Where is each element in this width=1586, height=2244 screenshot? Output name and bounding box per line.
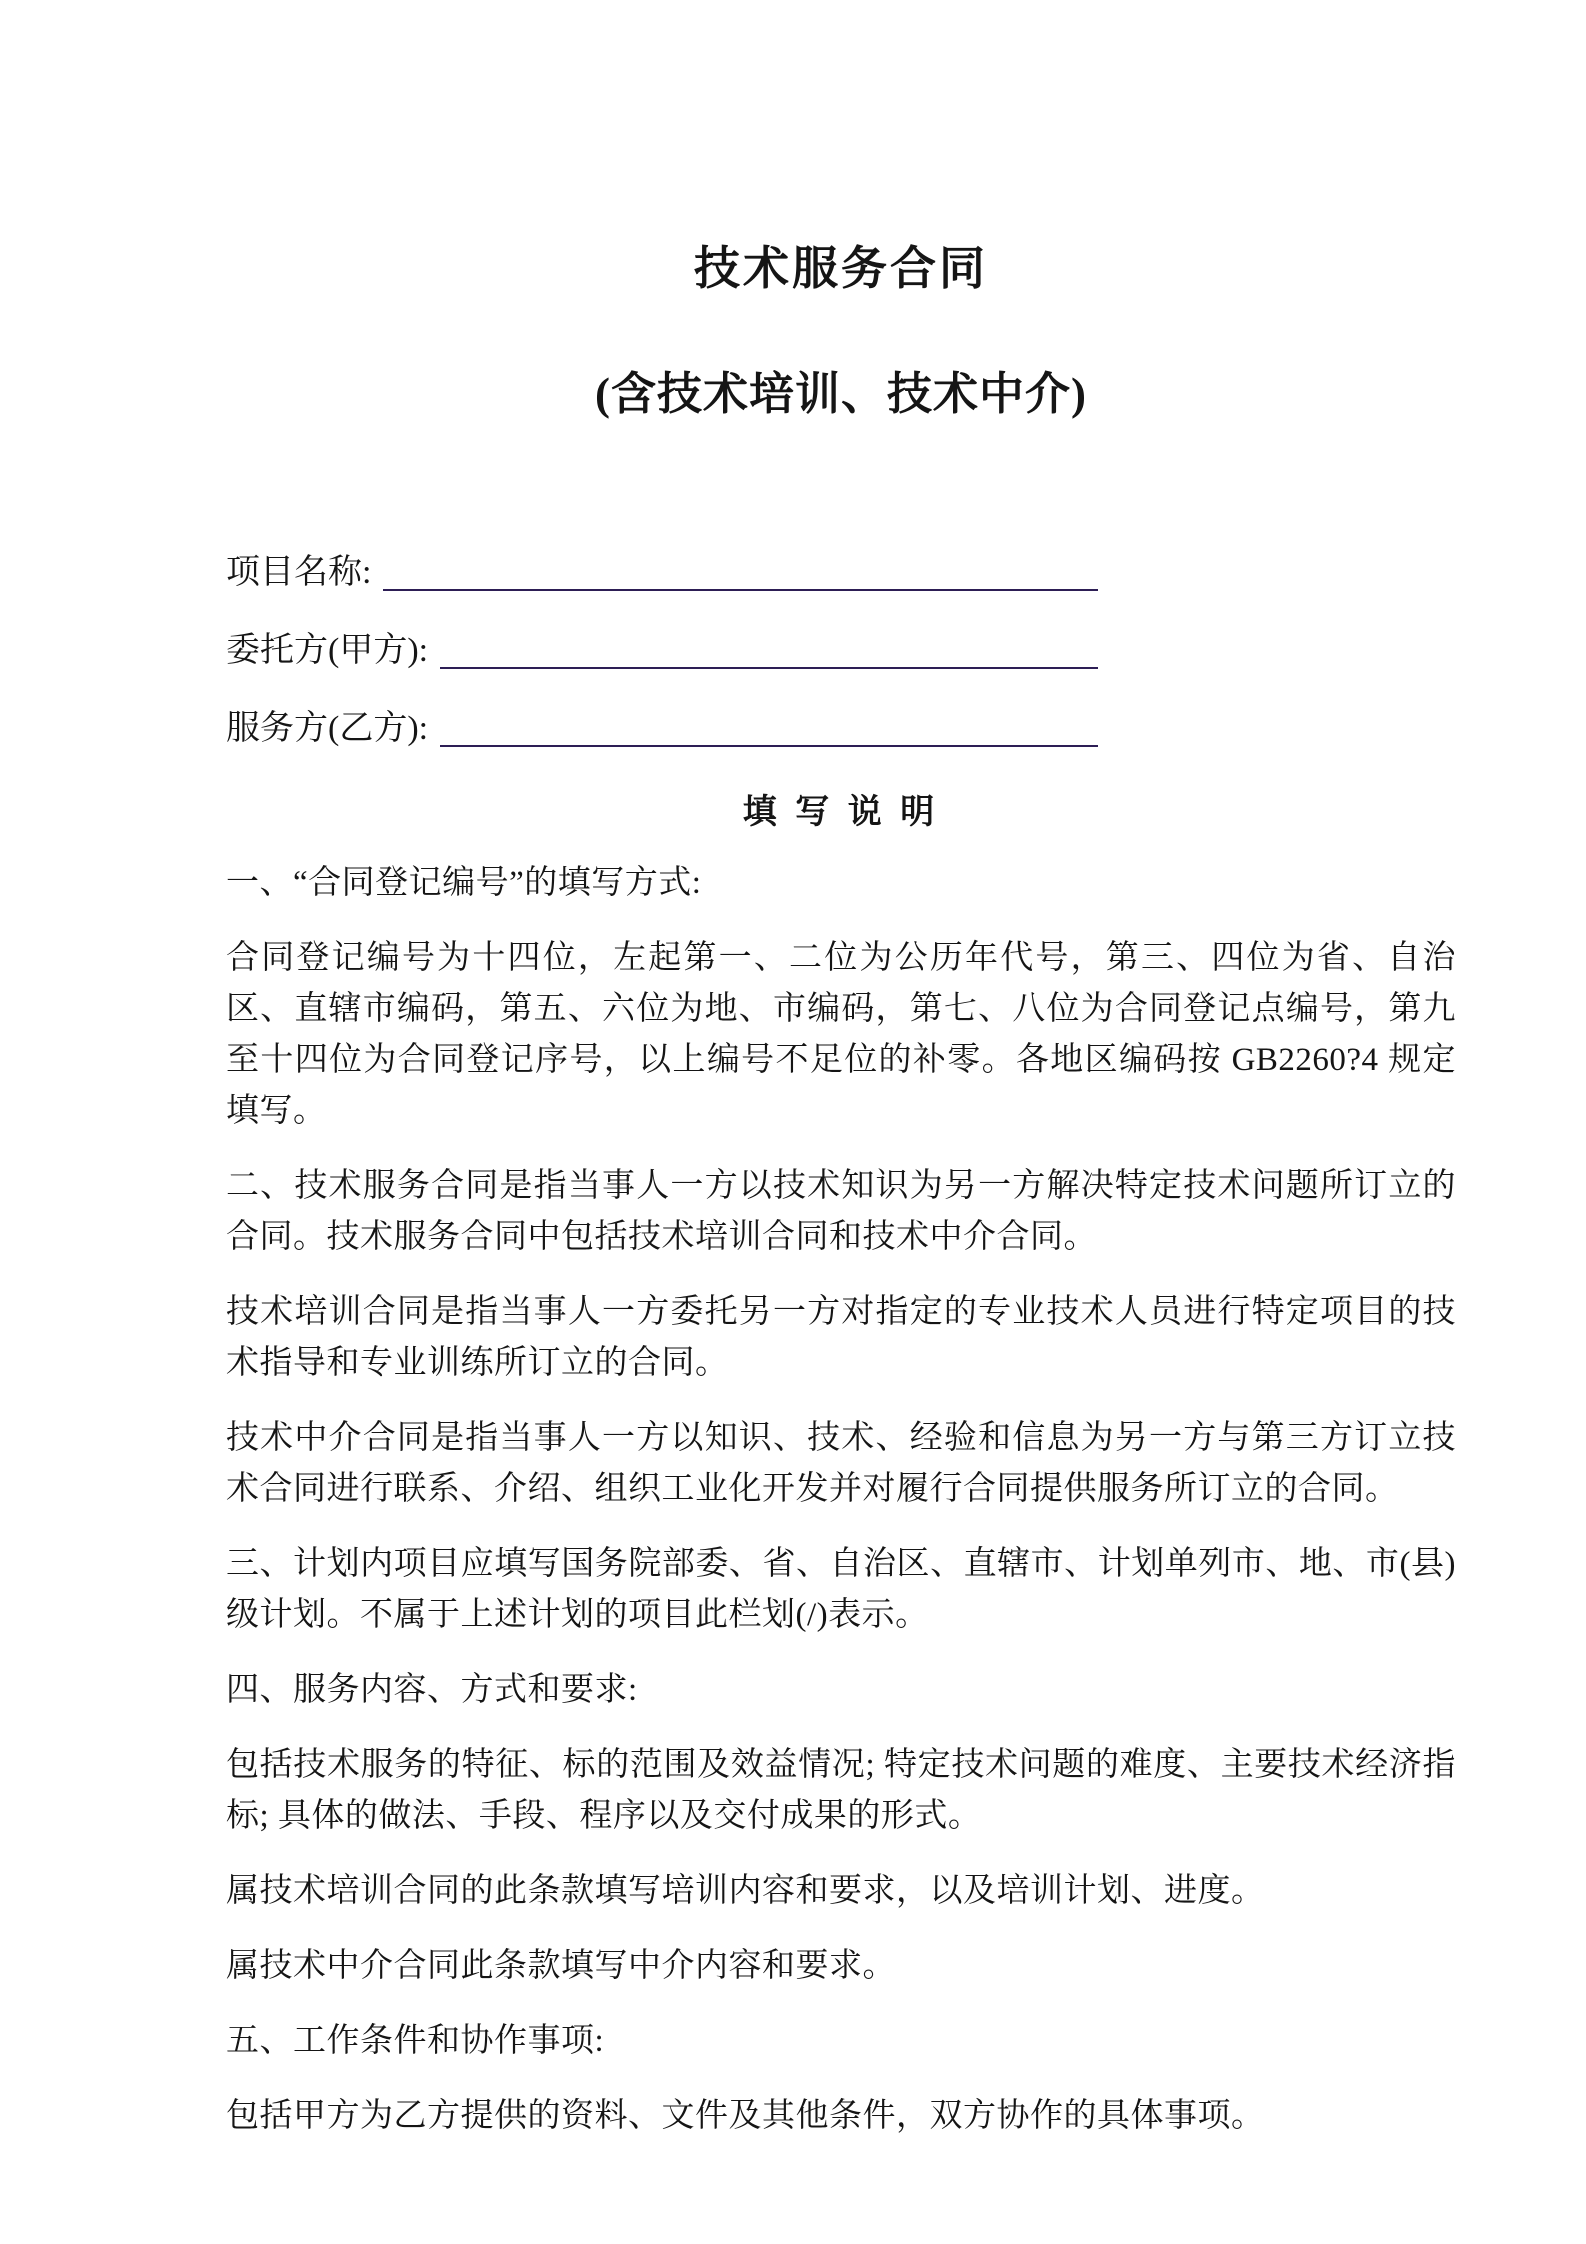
filling-instructions-header: 填 写 说 明 — [742, 794, 940, 831]
title-fields — [226, 553, 1098, 749]
party-a-field — [226, 631, 1098, 671]
instruction-paragraph: 技术培训合同是指当事人一方委托另一方对指定的专业技术人员进行特定项目的技术指导和专业训练所订立的合同。 — [226, 1294, 1456, 1381]
party-a-blank-line[interactable] — [440, 633, 1098, 669]
project-name-field — [226, 553, 1098, 593]
instruction-paragraph: 属技术培训合同的此条款填写培训内容和要求，以及培训计划、进度。 — [226, 1873, 1265, 1909]
project-name-blank-line[interactable] — [383, 555, 1098, 591]
party-a-label: 委托方(甲方): — [226, 632, 429, 669]
document-subtitle: (含技术培训、技术中介) — [595, 369, 1087, 419]
instruction-paragraph: 包括甲方为乙方提供的资料、文件及其他条件，双方协作的具体事项。 — [226, 2098, 1265, 2134]
instruction-paragraph: 三、计划内项目应填写国务院部委、省、自治区、直辖市、计划单列市、地、市(县)级计划。不属于上述计划的项目此栏划(/)表示。 — [226, 1546, 1456, 1633]
instruction-paragraph: 技术中介合同是指当事人一方以知识、技术、经验和信息为另一方与第三方订立技术合同进行联系、介绍、组织工业化开发并对履行合同提供服务所订立的合同。 — [226, 1420, 1456, 1507]
party-b-label: 服务方(乙方): — [226, 710, 429, 747]
instructions-body — [226, 858, 1456, 2142]
document-title: 技术服务合同 — [694, 243, 988, 294]
instruction-paragraph: 属技术中介合同此条款填写中介内容和要求。 — [226, 1948, 896, 1984]
instruction-paragraph: 一、“合同登记编号”的填写方式: — [226, 865, 702, 901]
instruction-paragraph: 二、技术服务合同是指当事人一方以技术知识为另一方解决特定技术问题所订立的合同。技术服务合同中包括技术培训合同和技术中介合同。 — [226, 1168, 1456, 1255]
party-b-field — [226, 709, 1098, 749]
instruction-paragraph: 合同登记编号为十四位，左起第一、二位为公历年代号，第三、四位为省、自治区、直辖市编码，第五、六位为地、市编码，第七、八位为合同登记点编号，第九至十四位为合同登记序号，以上编号不足位的补零。各地区编码按 GB2260?4 规定填写。 — [226, 940, 1456, 1129]
instruction-paragraph: 五、工作条件和协作事项: — [226, 2023, 605, 2059]
instruction-paragraph: 四、服务内容、方式和要求: — [226, 1672, 638, 1708]
instruction-paragraph: 包括技术服务的特征、标的范围及效益情况; 特定技术问题的难度、主要技术经济指标; 具体的做法、手段、程序以及交付成果的形式。 — [226, 1747, 1456, 1834]
project-name-label: 项目名称: — [226, 554, 372, 591]
party-b-blank-line[interactable] — [440, 711, 1098, 747]
